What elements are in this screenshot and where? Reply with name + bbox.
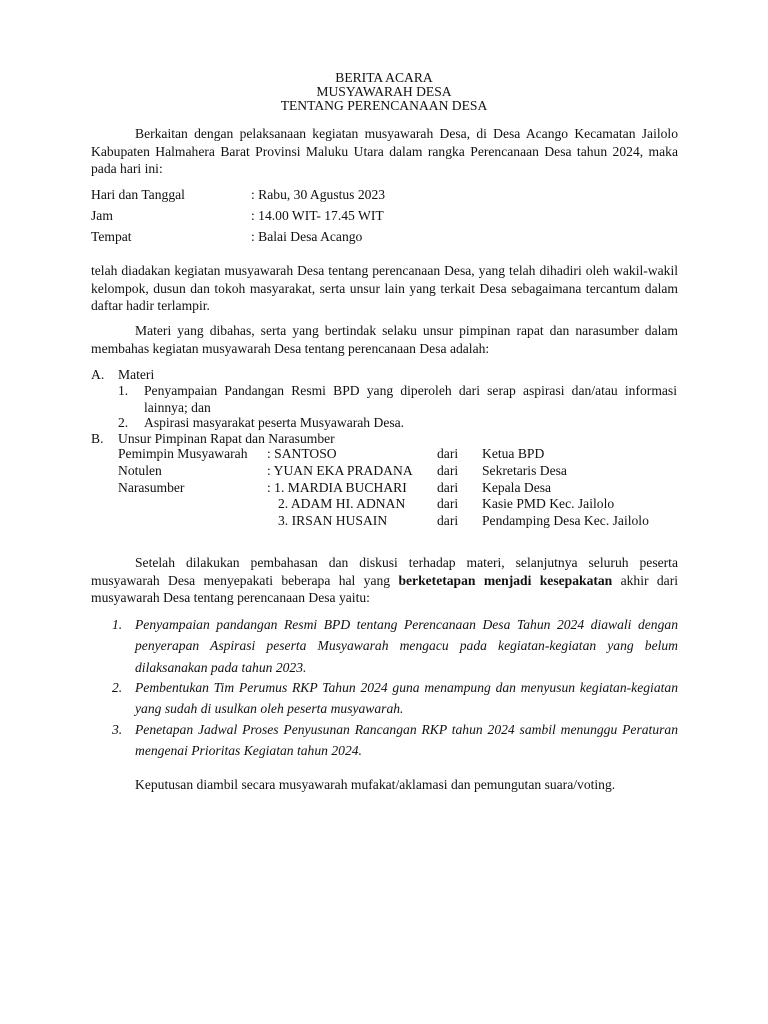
position-cell: Sekretaris Desa: [482, 463, 567, 478]
detail-label: Hari dan Tanggal: [91, 187, 185, 202]
from-cell: dari: [437, 496, 459, 511]
agreement-paragraph: [91, 554, 678, 607]
section-a-letter: A.: [91, 367, 105, 382]
decision-item: Penyampaian pandangan Resmi BPD tentang Perencanaan Desa Tahun 2024 diawali dengan penyerapan Aspirasi peserta Musyawarah mengacu pada kegiatan-kegiatan yang belum dilaksanakan pada tahun 2023.: [135, 617, 678, 675]
detail-label: Tempat: [91, 229, 132, 244]
position-cell: Kasie PMD Kec. Jailolo: [482, 496, 615, 511]
from-cell: dari: [437, 513, 459, 528]
role-cell: Notulen: [118, 463, 162, 478]
decision-number: 2.: [112, 680, 123, 695]
name-cell: 3. IRSAN HUSAIN: [278, 513, 388, 528]
materi-item: Penyampaian Pandangan Resmi BPD yang diperoleh dari serap aspirasi dan/atau informasi lainnya; dan: [144, 383, 677, 415]
agreement-text-start: Setelah dilakukan pembahasan dan diskusi terhadap materi, selanjutnya seluruh peserta musyawarah Desa menyepakati beberapa hal yang: [91, 555, 678, 588]
detail-value: : Balai Desa Acango: [251, 229, 363, 244]
agreement-text-end: akhir dari musyawarah Desa tentang perencanaan Desa yaitu:: [91, 572, 678, 605]
detail-value: : Rabu, 30 Agustus 2023: [251, 187, 386, 202]
detail-label: Jam: [91, 208, 113, 223]
decision-number: 3.: [112, 722, 123, 737]
list-number: 1.: [118, 383, 129, 398]
name-cell: 2. ADAM HI. ADNAN: [278, 496, 406, 511]
role-cell: Narasumber: [118, 480, 185, 495]
agreement-emphasis: berketetapan menjadi kesepakatan: [398, 572, 613, 588]
from-cell: dari: [437, 480, 459, 495]
name-cell: : YUAN EKA PRADANA: [267, 463, 413, 478]
materials-intro-paragraph: Materi yang dibahas, serta yang bertindak selaku unsur pimpinan rapat dan narasumber dalam membahas kegiatan musyawarah Desa tentang perencanaan Desa adalah:: [91, 323, 678, 356]
document-title: BERITA ACARA: [335, 70, 433, 85]
position-cell: Ketua BPD: [482, 446, 545, 461]
decision-item: Pembentukan Tim Perumus RKP Tahun 2024 guna menampung dan menyusun kegiatan-kegiatan yang sudah di usulkan oleh peserta musyawarah.: [135, 680, 678, 717]
document-topic: TENTANG PERENCANAAN DESA: [280, 98, 488, 113]
closing-statement: Keputusan diambil secara musyawarah mufakat/aklamasi dan pemungutan suara/voting.: [135, 777, 616, 792]
section-b-letter: B.: [91, 431, 104, 446]
from-cell: dari: [437, 446, 459, 461]
intro-paragraph: Berkaitan dengan pelaksanaan kegiatan musyawarah Desa, di Desa Acango Kecamatan Jailolo Kabupaten Halmahera Barat Provinsi Maluku Utara dalam rangka Perencanaan Desa tahun 2024, maka pada hari ini:: [91, 126, 678, 176]
section-a-title: Materi: [118, 367, 155, 382]
section-b-title: Unsur Pimpinan Rapat dan Narasumber: [118, 431, 335, 446]
from-cell: dari: [437, 463, 459, 478]
attendance-paragraph: telah diadakan kegiatan musyawarah Desa tentang perencanaan Desa, yang telah dihadiri oleh wakil-wakil kelompok, dusun dan tokoh masyarakat, serta unsur lain yang terkait Desa sebagaimana tercantum dalam daftar hadir terlampir.: [91, 263, 678, 313]
name-cell: : SANTOSO: [267, 446, 337, 461]
document-subtitle: MUSYAWARAH DESA: [316, 84, 452, 99]
list-number: 2.: [118, 415, 129, 430]
position-cell: Kepala Desa: [482, 480, 552, 495]
decision-number: 1.: [112, 617, 123, 632]
position-cell: Pendamping Desa Kec. Jailolo: [482, 513, 649, 528]
decision-item: Penetapan Jadwal Proses Penyusunan Rancangan RKP tahun 2024 sambil menunggu Peraturan mengenai Prioritas Kegiatan tahun 2024.: [135, 722, 678, 759]
name-cell: : 1. MARDIA BUCHARI: [267, 480, 407, 495]
role-cell: Pemimpin Musyawarah: [118, 446, 248, 461]
materi-item: Aspirasi masyarakat peserta Musyawarah Desa.: [144, 415, 405, 430]
detail-value: : 14.00 WIT- 17.45 WIT: [251, 208, 384, 223]
